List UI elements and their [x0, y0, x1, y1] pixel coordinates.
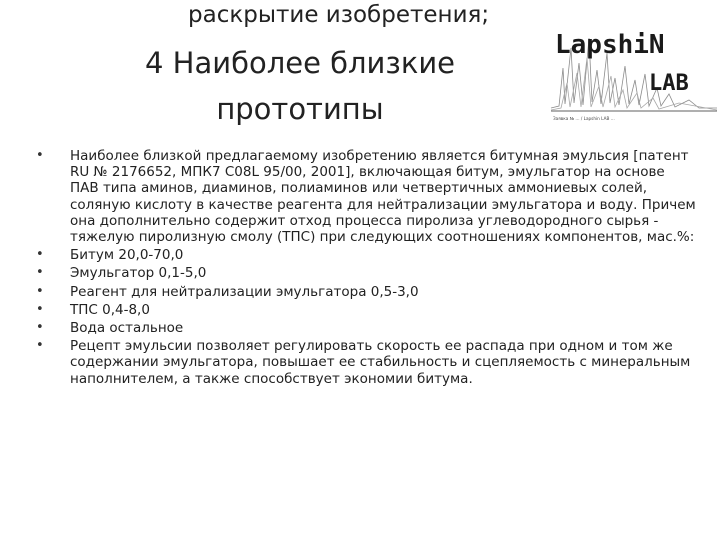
list-item-text: Наиболее близкой предлагаемому изобретению является битумная эмульсия [патент RU № 2176652, МПК7 C08L 95/00, 2001], включающая битум, эмульгатор на основе ПАВ типа аминов, диаминов, полиаминов или четвертичных аммониевых солей, соляную кислоту в качестве реагента для нейтрализации эмульгатора и воду. Причем она дополнительно содержит отход процесса пиролиза углеводородного сырья - тяжелую пиролизную смолу (ТПС) при следующих соотношениях компонентов, мас.%: — [70, 148, 696, 246]
bullet-icon: • — [36, 283, 44, 299]
bullet-list — [36, 148, 696, 389]
bullet-icon: • — [36, 247, 44, 263]
list-item — [36, 338, 696, 387]
bullet-icon: • — [36, 301, 44, 317]
list-item — [36, 320, 696, 336]
list-item — [36, 148, 696, 245]
logo-text-sub: LAB — [649, 71, 689, 96]
title-line-1: 4 Наиболее близкие — [144, 46, 456, 80]
list-item-text: Реагент для нейтрализации эмульгатора 0,5-3,0 — [70, 283, 419, 300]
list-item — [36, 284, 696, 300]
list-item — [36, 265, 696, 281]
list-item-text: Вода остальное — [70, 320, 184, 337]
bullet-icon: • — [36, 265, 44, 281]
lapshin-lab-logo — [549, 8, 719, 124]
list-item — [36, 302, 696, 318]
title-line-2: прототипы — [216, 92, 384, 126]
list-item-text: Рецепт эмульсии позволяет регулировать скорость ее распада при одном и том же содержании эмульгатора, повышает ее стабильность и сцепляемость с минеральным наполнителем, а также способствует экономии битума. — [70, 338, 691, 387]
list-item-text: ТПС 0,4-8,0 — [70, 301, 150, 318]
bullet-icon: • — [36, 338, 44, 354]
logo-caption: Заявка № … / Lapshin LAB … — [553, 116, 615, 121]
logo-text-main: LapshiN — [555, 30, 665, 60]
bullet-icon: • — [36, 320, 44, 336]
list-item-text: Битум 20,0-70,0 — [70, 247, 184, 264]
list-item — [36, 247, 696, 263]
bullet-icon: • — [36, 148, 44, 163]
slide-title — [100, 40, 500, 132]
slide-subtitle: раскрытие изобретения; — [188, 2, 490, 28]
list-item-text: Эмульгатор 0,1-5,0 — [70, 265, 207, 282]
